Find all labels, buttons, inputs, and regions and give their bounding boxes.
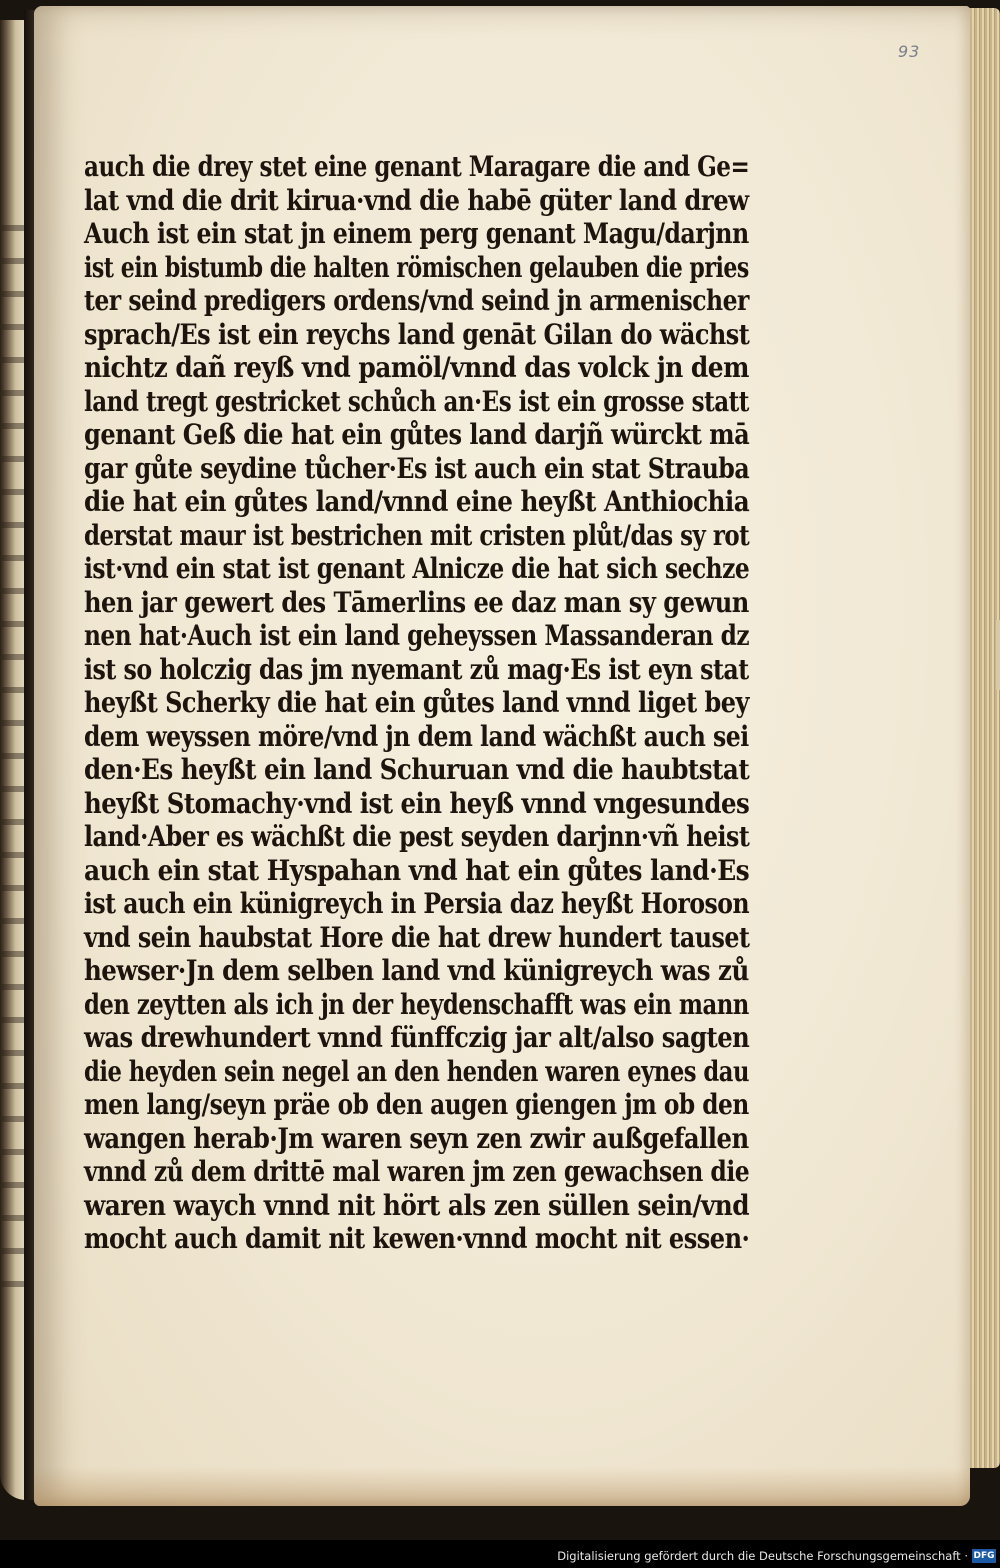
text-line: den·Es heyßt ein land Schuruan vnd die haubtstat [84,753,750,786]
text-line: ist so holczig das jm nyemant zů mag·Es ist eyn stat [84,652,749,686]
text-line: ist ein bistumb die halten römischen gelauben die pries [84,250,749,284]
text-line: mocht auch damit nit kewen·vnnd mocht nit essen· [84,1222,750,1255]
text-line: auch ein stat Hyspahan vnd hat ein gůtes land·Es [84,853,750,887]
folio-number: 93 [898,42,921,61]
text-line: die heyden sein negel an den henden waren eynes dau [84,1054,749,1088]
text-line: land tregt gestricket schůch an·Es ist ein grosse statt [84,384,749,418]
page-stack-tab [996,620,1000,690]
text-line: derstat maur ist bestrichen mit cristen plůt/das sy rot [84,518,750,552]
text-line: men lang/seyn präe ob den augen giengen jm ob den [84,1088,749,1121]
text-line: lat vnd die drit kirua·vnd die habē güter land drew [84,183,749,217]
text-line: land·Aber es wächßt die pest seyden darjnn·vñ heist [84,820,750,853]
text-line: sprach/Es ist ein reychs land genāt Gilan do wächst [84,317,750,351]
text-line: den zeytten als ich jn der heydenschafft was ein mann [84,987,749,1021]
text-line: heyßt Stomachy·vnd ist ein heyß vnnd vngesundes [84,786,750,820]
text-line: ist·vnd ein stat ist genant Alnicze die hat sich sechze [84,552,750,585]
text-line: nichtz dañ reyß vnd pamöl/vnnd das volck jn dem [84,351,749,384]
text-line: ter seind predigers ordens/vnd seind jn armenischer [84,284,749,317]
adjacent-page-edge [0,20,26,1500]
text-block [84,150,764,1256]
text-line: hen jar gewert des Tāmerlins ee daz man sy gewun [84,585,749,619]
text-line: was drewhundert vnnd fünffczig jar alt/also sagten [84,1021,750,1054]
text-line: ist auch ein künigreych in Persia daz heyßt Horoson [84,887,750,920]
text-line: hewser·Jn dem selben land vnd künigreych was zů [84,954,749,987]
text-line: wangen herab·Jm waren seyn zen zwir außgefallen [84,1121,749,1155]
footer-credit: Digitalisierung gefördert durch die Deutsche Forschungsgemeinschaft · [557,1549,968,1563]
text-line: auch die drey stet eine genant Maragare die and Ge= [84,150,750,183]
text-line: gar gůte seydine tůcher·Es ist auch ein stat Strauba [84,451,750,485]
text-line: heyßt Scherky die hat ein gůtes land vnnd liget bey [84,686,749,719]
dfg-logo-icon: DFG [973,1551,995,1561]
text-line: vnd sein haubstat Hore die hat drew hundert tauset [84,920,750,954]
text-line: nen hat·Auch ist ein land geheyssen Massanderan dz [84,619,750,652]
text-line: vnnd zů dem drittē mal waren jm zen gewachsen die [84,1155,750,1188]
adjacent-page-text [2,205,24,1305]
text-line: dem weyssen möre/vnd jn dem land wächßt auch sei [84,719,749,753]
text-line: waren waych vnnd nit hört als zen süllen sein/vnd [84,1188,750,1222]
text-line: die hat ein gůtes land/vnnd eine heyßt Anthiochia [84,485,750,518]
text-line: Auch ist ein stat jn einem perg genant Magu/darjnn [84,217,749,250]
page-stack-edge [965,8,1000,1468]
footer-bar [0,1540,1000,1568]
text-line: genant Geß die hat ein gůtes land darjñ würckt mā [84,418,750,451]
